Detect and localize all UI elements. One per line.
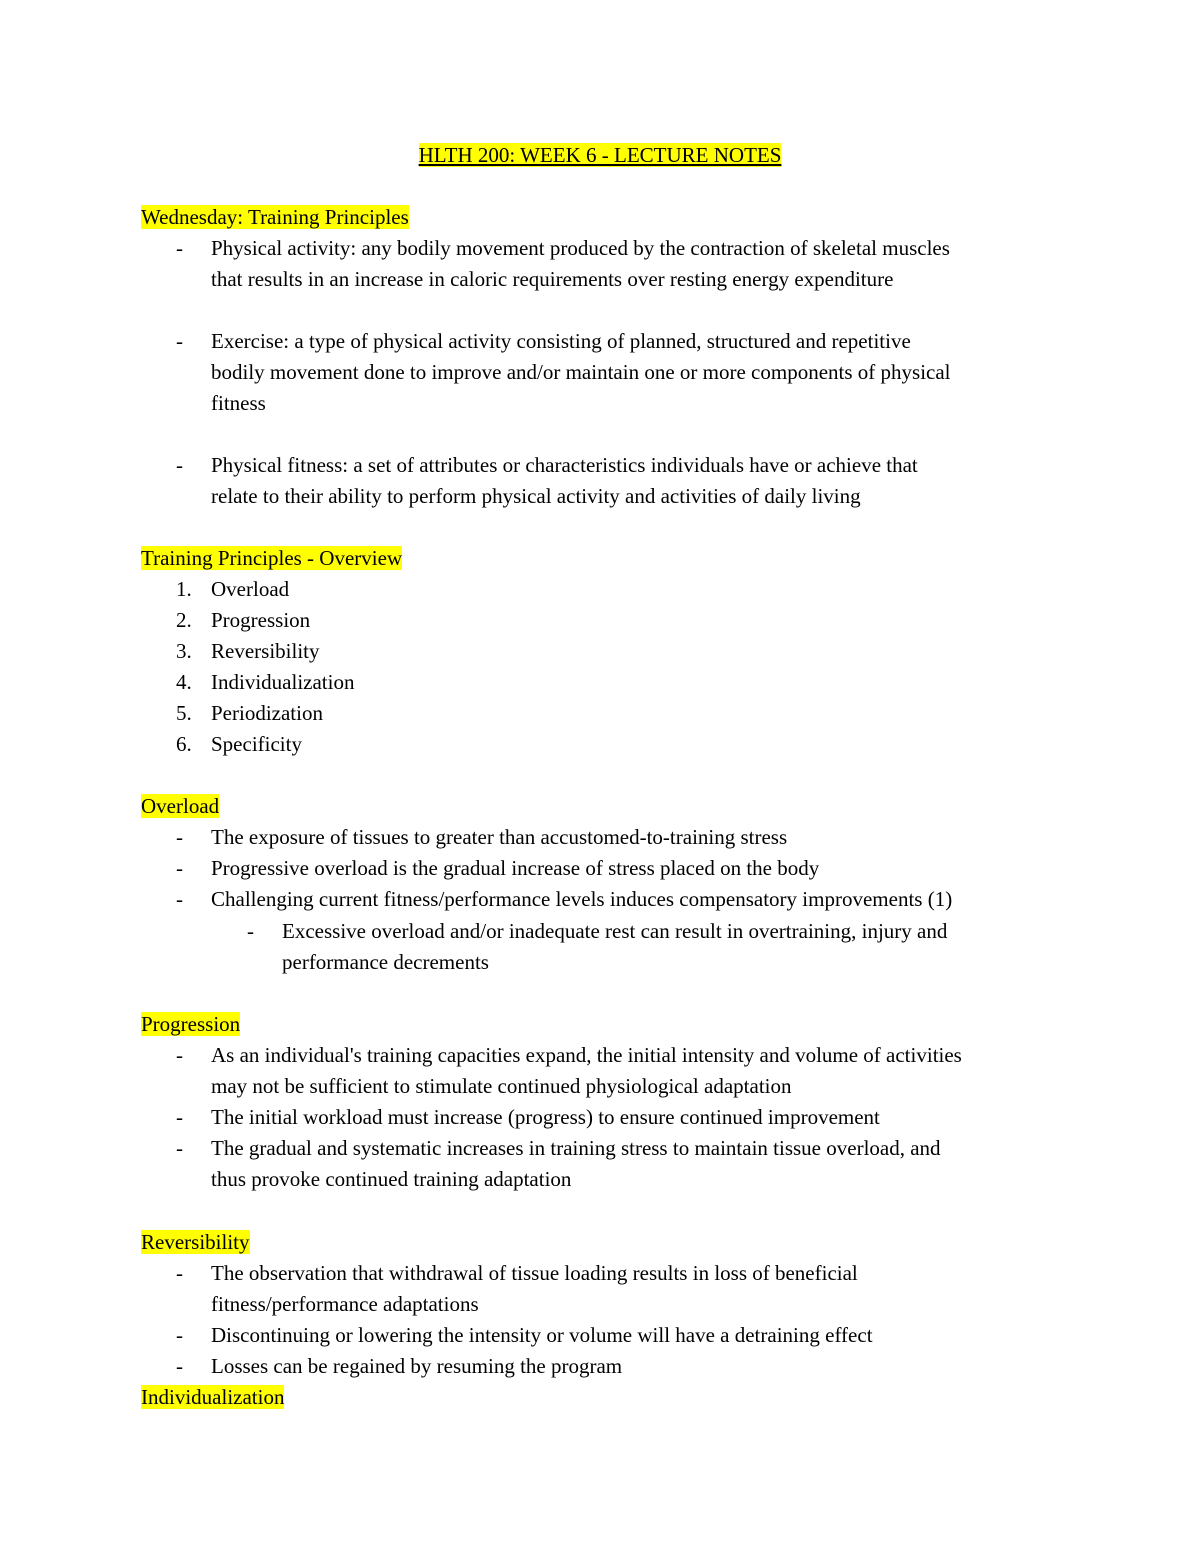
list-number: 5.: [176, 701, 192, 725]
list-item-text: The initial workload must increase (progress) to ensure continued improvement: [211, 1105, 880, 1129]
sub-list-item-text: Excessive overload and/or inadequate rest can result in overtraining, injury and: [282, 919, 948, 943]
list-item-specificity: Specificity: [211, 732, 302, 756]
list-item-text: Challenging current fitness/performance levels induces compensatory improvements (1): [211, 887, 953, 911]
section-heading-progression: Progression: [141, 1012, 241, 1036]
list-number: 4.: [176, 670, 192, 694]
list-item-text: The observation that withdrawal of tissue loading results in loss of beneficial: [211, 1261, 858, 1285]
list-item-text: fitness: [211, 391, 266, 415]
list-number: 3.: [176, 639, 192, 663]
list-marker: -: [176, 329, 183, 353]
list-marker: -: [176, 236, 183, 260]
list-number: 2.: [176, 608, 192, 632]
list-item-text: Physical activity: any bodily movement produced by the contraction of skeletal muscles: [211, 236, 950, 260]
list-item-text: Discontinuing or lowering the intensity or volume will have a detraining effect: [211, 1323, 873, 1347]
list-item-text: Losses can be regained by resuming the program: [211, 1354, 623, 1378]
list-item-text: Physical fitness: a set of attributes or characteristics individuals have or achieve that: [211, 453, 918, 477]
list-marker: -: [176, 1105, 183, 1129]
list-item-text: that results in an increase in caloric requirements over resting energy expenditure: [211, 267, 894, 291]
section-heading-wednesday: Wednesday: Training Principles: [141, 205, 409, 229]
list-marker: -: [176, 1354, 183, 1378]
list-item-text: The exposure of tissues to greater than accustomed-to-training stress: [211, 825, 788, 849]
list-number: 6.: [176, 732, 192, 756]
list-item-progression: Progression: [211, 608, 311, 632]
section-heading-overview: Training Principles - Overview: [141, 546, 403, 570]
list-item-text: bodily movement done to improve and/or maintain one or more components of physical: [211, 360, 951, 384]
list-item-overload: Overload: [211, 577, 290, 601]
sub-list-marker: -: [247, 919, 254, 943]
list-marker: -: [176, 856, 183, 880]
list-item-text: As an individual's training capacities expand, the initial intensity and volume of activities: [211, 1043, 962, 1067]
list-marker: -: [176, 1136, 183, 1160]
list-item-reversibility: Reversibility: [211, 639, 320, 663]
list-number: 1.: [176, 577, 192, 601]
list-item-text: The gradual and systematic increases in training stress to maintain tissue overload, and: [211, 1136, 941, 1160]
list-marker: -: [176, 1323, 183, 1347]
sub-list-item-text: performance decrements: [282, 950, 489, 974]
list-marker: -: [176, 1261, 183, 1285]
document-title: HLTH 200: WEEK 6 - LECTURE NOTES: [418, 143, 782, 167]
list-item-text: relate to their ability to perform physical activity and activities of daily living: [211, 484, 861, 508]
section-heading-reversibility: Reversibility: [141, 1230, 250, 1254]
list-item-text: fitness/performance adaptations: [211, 1292, 479, 1316]
list-item-text: thus provoke continued training adaptation: [211, 1167, 572, 1191]
list-marker: -: [176, 1043, 183, 1067]
list-item-text: Exercise: a type of physical activity consisting of planned, structured and repetitive: [211, 329, 911, 353]
list-marker: -: [176, 825, 183, 849]
list-item-periodization: Periodization: [211, 701, 323, 725]
list-item-text: Progressive overload is the gradual increase of stress placed on the body: [211, 856, 820, 880]
list-item-individualization: Individualization: [211, 670, 355, 694]
section-heading-overload: Overload: [141, 794, 220, 818]
list-marker: -: [176, 453, 183, 477]
list-item-text: may not be sufficient to stimulate continued physiological adaptation: [211, 1074, 792, 1098]
section-heading-individualization: Individualization: [141, 1385, 285, 1409]
list-marker: -: [176, 887, 183, 911]
